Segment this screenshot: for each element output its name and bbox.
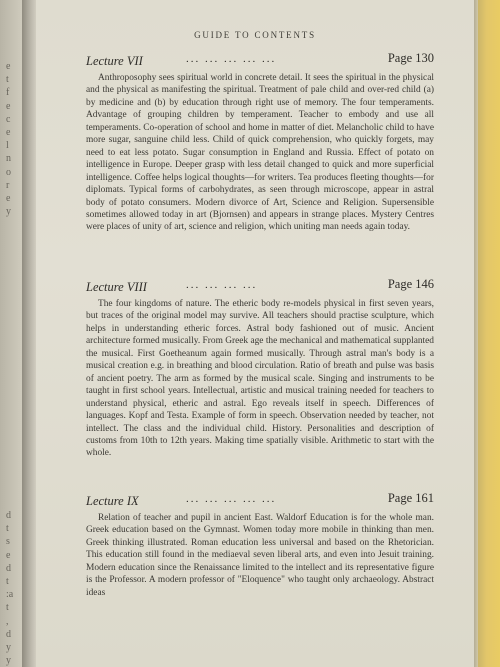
book-gutter — [22, 0, 36, 667]
running-header: GUIDE TO CONTENTS — [194, 30, 316, 40]
lecture-title: Lecture VIII — [86, 280, 147, 294]
lecture-heading-viii — [86, 278, 434, 296]
yellow-background-strip — [478, 0, 500, 667]
lecture-heading-vii — [86, 52, 434, 70]
page-reference: Page 130 — [387, 51, 434, 65]
leader-dots: ... ... ... ... — [186, 279, 258, 291]
lecture-summary-vii: Anthroposophy sees spiritual world in concrete detail. It sees the spiritual in the physical and the physical as manifesting the spiritual. Treatment of pale child and over-red child (a) by medicine and (b) by education through right use of memory. The four temperaments. Advantage of grouping children by temperament. Teacher to embody and use all temperaments. Co-operation of school and home in matter of diet. Melancholic child to have more sugar, sanguine child less. Child of quick comprehension, who quickly forgets, may need to eat less potato. Sugar consumption in England and Russia. Effect of potato on intelligence in Europe. Deeper grasp with less detail changed to quick and more superficial intelligence. Coffee helps logical thoughts—for writers. Tea produces fleeting thoughts—for diplomats. Typical forms of carbohydrates, as seen through microscope, appear in astral body of potato consumers. Modern divorce of Art, Science and Religion. Supersensible sometimes allowed today in art (Bjornsen) and appears in strange places. Mystery Centres were places of unity of art, science and religion, which uniting man needs again today. — [86, 73, 434, 233]
facing-page-edge-text: e t f e c e l n o r e y d t s e d t :a t , d y y — [6, 61, 14, 667]
lecture-summary-ix: Relation of teacher and pupil in ancient East. Waldorf Education is for the whole man. Greek education based on the Gymnast. Women today more mobile in thinking than men. Greek thinking illustrated. Roman education less universal and based on the Rhetorician. This education still found in the mediaeval seven liberal arts, and even into Jesuit training. Modern education since the Renaissance limited to the intellect and its representative figure is the Professor. A modern professor of "Eloquence" who taught only archaeology. Abstract ideas — [86, 513, 434, 598]
lecture-title: Lecture IX — [86, 494, 139, 508]
page-reference: Page 161 — [387, 491, 434, 505]
page-reference: Page 146 — [387, 277, 434, 291]
lecture-summary-viii: The four kingdoms of nature. The etheric body re-models physical in first seven years, but traces of the original model may survive. All teachers should practise sculpture, which helps in understanding etheric forces. Astral body fashioned out of music. Ancient architecture formed musically. From Greek age the mechanical and mathematical supplanted the musical. First Goetheanum again formed musically. Through astral man's body is a musical creation e.g. in breathing and blood circulation. Ratio of breath and pulse was basis of ancient poetry. The arm as formed by the musical scale. Singing and instruments to be taught in first school years. Intellectual, artistic and musical training needed for teachers to understand physical, etheric and astral. Ego reveals itself in speech. Differences of languages. Kopf and Testa. Example of form in speech. Observation needed by teacher, not intellect. The class and the individual child. History. Personalities and description of customs from 10th to 12th years. Making time spatially visible. Arithmetic to start with the whole. — [86, 299, 434, 459]
leader-dots: ... ... ... ... ... — [186, 493, 277, 505]
lecture-heading-ix — [86, 492, 434, 510]
leader-dots: ... ... ... ... ... — [186, 53, 277, 65]
lecture-title: Lecture VII — [86, 54, 143, 68]
book-page — [36, 0, 474, 667]
